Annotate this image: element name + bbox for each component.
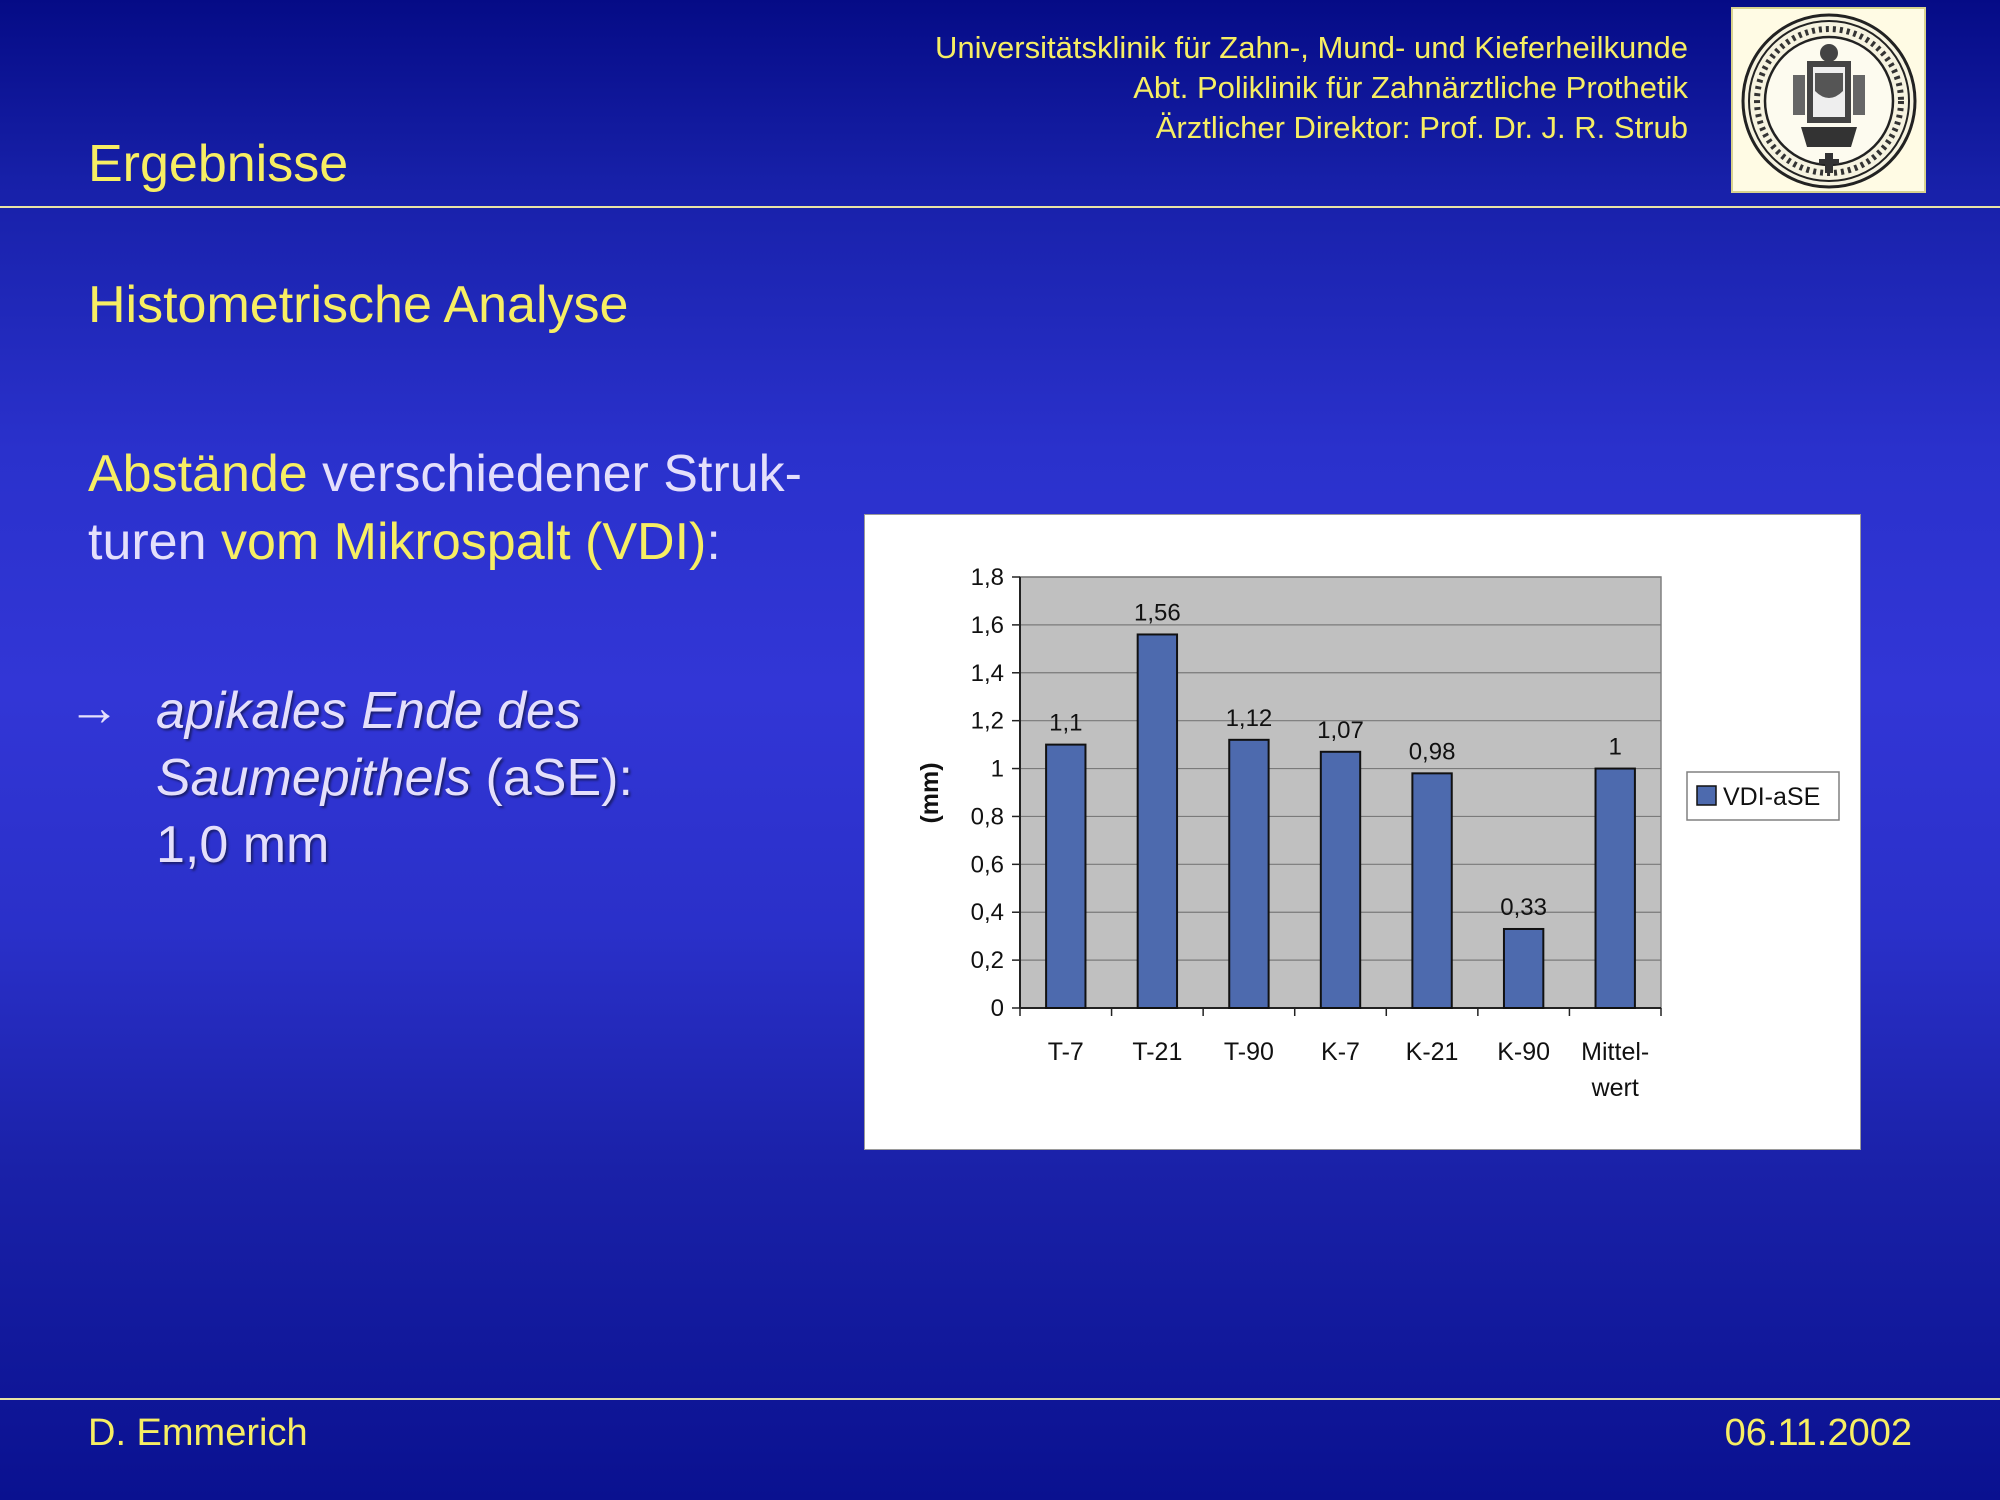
bullet-italic-1: apikales Ende des [156,682,581,740]
y-tick-label: 0,6 [970,851,1004,879]
bullet-rest-2: (aSE): [471,749,633,807]
bar [1229,740,1268,1008]
data-label: 0,98 [1408,738,1456,766]
data-label: 1,07 [1317,716,1364,744]
y-tick-label: 1,8 [970,564,1004,591]
data-label: 1 [1608,733,1622,761]
data-label: 1,12 [1225,704,1273,732]
bar [1138,634,1177,1008]
bar [1321,752,1360,1008]
footer-date: 06.11.2002 [1724,1412,1912,1454]
bar [1504,929,1543,1008]
bar-chart [865,515,1860,1149]
footer-divider [0,1398,2000,1400]
slide-title: Ergebnisse [88,135,349,193]
x-tick-label: wert [1591,1074,1639,1102]
bar [1596,769,1635,1008]
bullet-italic-2: Saumepithels [156,749,472,807]
legend-label: VDI-aSE [1723,783,1821,811]
bar [1046,745,1085,1008]
y-tick-label: 0,8 [970,803,1004,831]
data-label: 0,33 [1500,893,1548,921]
institution-line-3: Ärztlicher Direktor: Prof. Dr. J. R. Strub [1155,110,1688,145]
header-divider [0,206,2000,208]
legend-swatch [1697,786,1716,805]
intro-line-2 [88,508,802,576]
bullet-line-2 [156,745,633,812]
slide-subtitle: Histometrische Analyse [88,276,629,334]
x-tick-label: K-90 [1497,1038,1551,1066]
y-tick-label: 0,2 [970,947,1004,975]
y-tick-label: 1 [990,755,1004,783]
data-label: 1,56 [1133,599,1181,627]
intro-text [88,440,802,576]
intro-end-2: : [706,513,721,571]
x-tick-label: K-21 [1405,1038,1459,1066]
bar [1412,773,1451,1008]
institution-line-2: Abt. Poliklinik für Zahnärztliche Prothetik [1133,70,1688,105]
university-seal-icon [1731,7,1926,193]
footer-author: D. Emmerich [88,1412,308,1454]
chart-panel [864,514,1861,1150]
intro-rest-1: verschiedener Struk- [307,445,802,503]
y-tick-label: 1,2 [970,707,1004,735]
intro-start-2: turen [88,513,221,571]
data-label: 1,1 [1049,709,1083,737]
y-axis-title: (mm) [916,762,944,824]
x-tick-label: K-7 [1321,1038,1360,1066]
intro-line-1 [88,440,802,508]
intro-highlight-1: Abstände [88,445,308,503]
x-tick-label: T-21 [1132,1038,1183,1066]
x-tick-label: T-90 [1223,1038,1274,1066]
y-tick-label: 1,6 [970,611,1004,639]
intro-highlight-2: vom Mikrospalt (VDI) [220,513,707,571]
x-tick-label: T-7 [1047,1038,1084,1066]
y-tick-label: 0,4 [970,899,1004,927]
bullet-text [156,678,633,879]
bullet-arrow-icon: → [68,679,120,737]
y-tick-label: 1,4 [970,659,1004,687]
y-tick-label: 0 [990,995,1004,1022]
bullet-line-1 [156,678,633,745]
bullet-line-3: 1,0 mm [156,816,330,874]
x-tick-label: Mittel- [1581,1038,1650,1066]
institution-line-1: Universitätsklinik für Zahn-, Mund- und Kieferheilkunde [935,30,1688,65]
